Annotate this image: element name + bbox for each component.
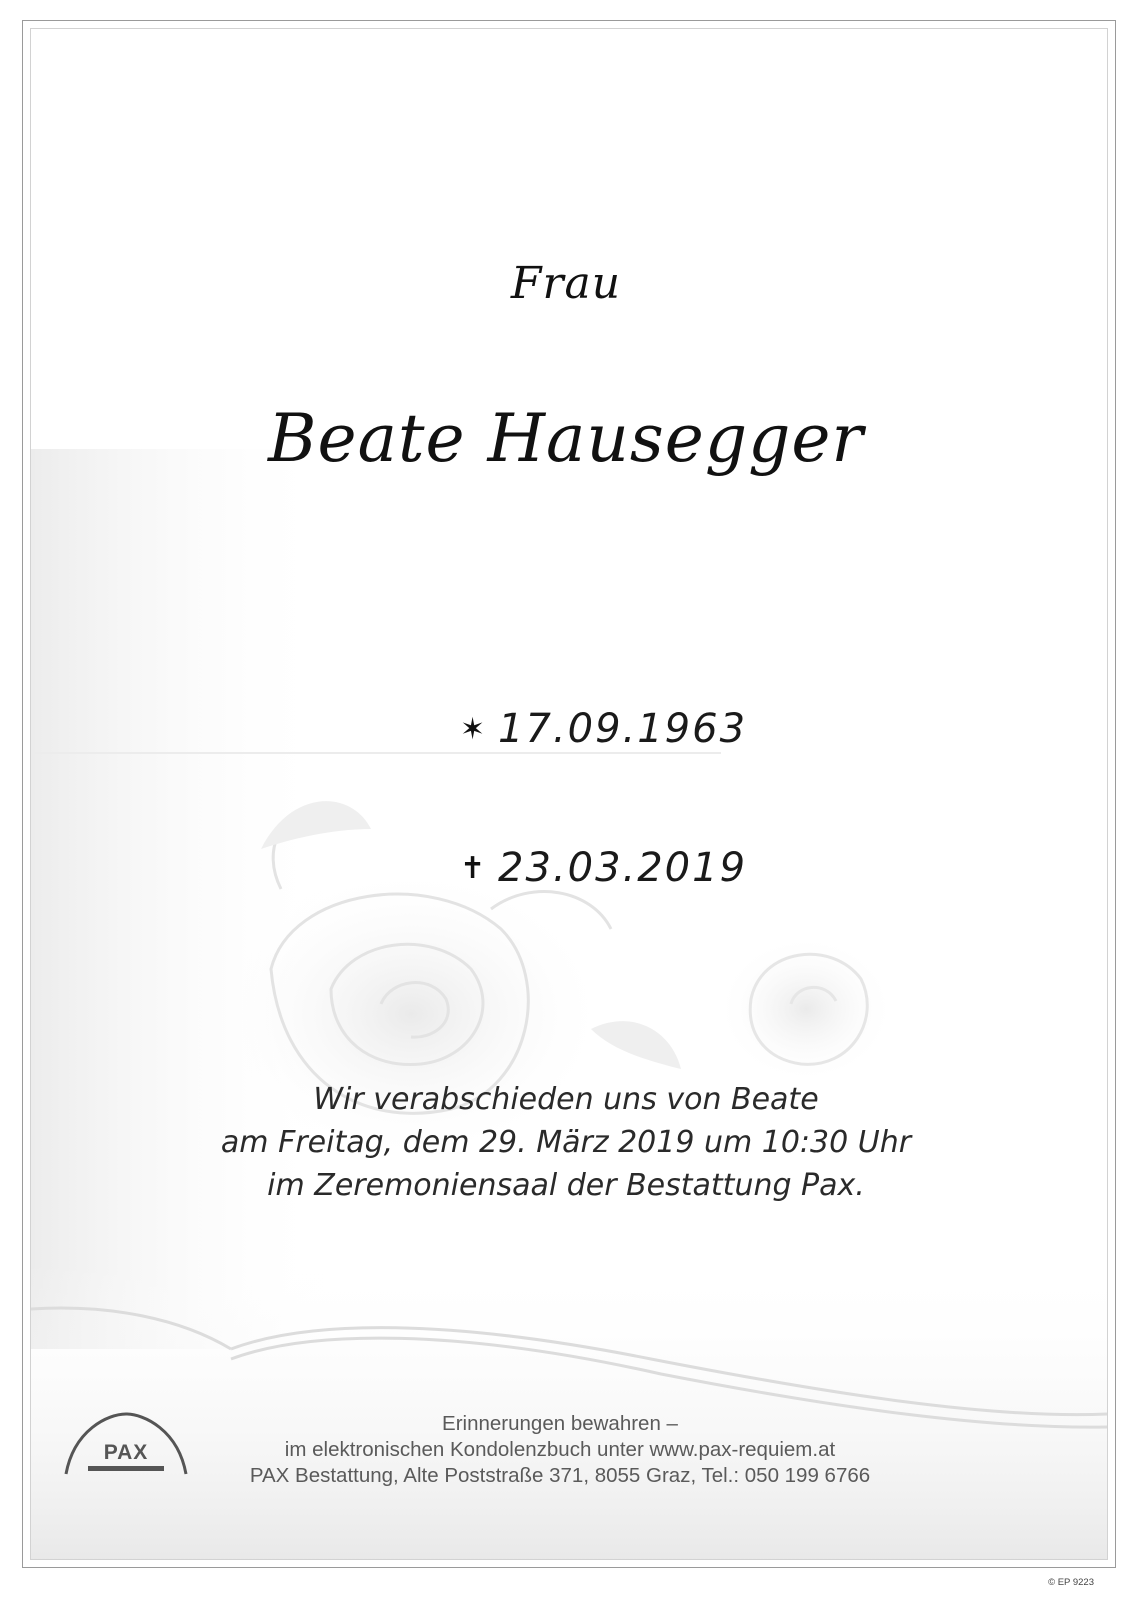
footer-line-3: PAX Bestattung, Alte Poststraße 371, 8055 Graz, Tel.: 050 199 6766 [249,1464,871,1487]
notice-line-3: im Zeremoniensaal der Bestattung Pax. [267,1168,865,1203]
deceased-name: Beate Hausegger [268,400,864,477]
death-date-line [460,845,747,891]
star-icon: ✶ [460,711,488,747]
footer-line-2: im elektronischen Kondolenzbuch unter www.pax-requiem.at [284,1438,836,1461]
logo-text: PAX [103,1441,149,1464]
farewell-notice [0,1078,1132,1207]
footer [170,1411,950,1489]
notice-line-1: Wir verabschieden uns von Beate [313,1082,819,1117]
notice-line-2: am Freitag, dem 29. März 2019 um 10:30 Uhr [220,1125,912,1160]
print-code: © EP 9223 [1048,1577,1094,1588]
death-date: 23.03.2019 [498,845,748,891]
birth-date: 17.09.1963 [498,706,748,752]
salutation: Frau [510,258,622,309]
footer-line-1: Erinnerungen bewahren – [442,1412,678,1435]
birth-date-line [460,706,747,752]
cross-icon: ✝ [460,850,488,886]
